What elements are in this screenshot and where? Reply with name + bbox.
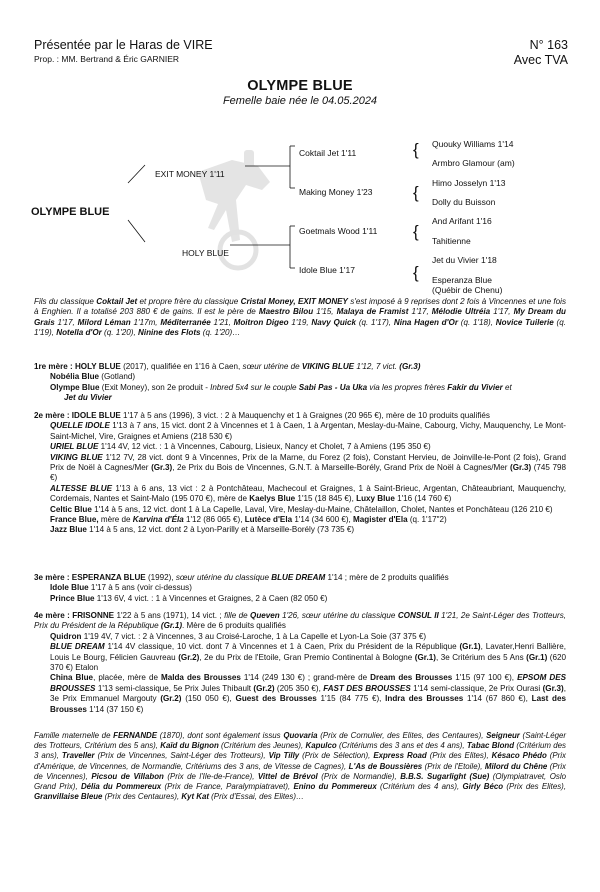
fourth-dam-label: 4e mère : FRISONNE bbox=[34, 611, 115, 620]
owners-line: Prop. : MM. Bertrand & Éric GARNIER bbox=[34, 54, 180, 64]
pedigree-gen3-4: Dolly du Buisson bbox=[432, 197, 496, 207]
brace-2: { bbox=[413, 183, 419, 202]
pedigree-gen2-2: Making Money 1'23 bbox=[299, 187, 373, 197]
fourth-dam-section: 4e mère : FRISONNE 1'22 à 5 ans (1971), 14 vict. ; fille de Queven 1'26, sœur utérine du classique CONSUL II 1'21, 2e Saint-Léger des Trotteurs, Prix du Président de la République (Gr.1). Mère de 6 produits qualifiés Quidron 1'19 4V, 7 vict. : 2 à Vincennes, 3 au Croisé-Laroche, 1 à La Capelle et Lyon-La Soie (37 375 €) BLUE DREAM 1'14 4V classique, 10 vict. dont 7 à Vincennes et 1 à Caen, Prix du Président de la République (Gr.1), Lavater,Henri Ballière, Louis Le Bourg, Félicien Gauvreau (Gr.2), 2e du Prix de l'Etoile, Gran Premio Continental à Bologne (Gr.1), 3e Critérium des 5 Ans (Gr.1) (620 370 €) Etalon China Blue, placée, mère de Malda des Brousses 1'14 (249 130 €) ; grand-mère de Dream des Brousses 1'15 (97 100 €), EPSOM DES BROUSSES 1'13 semi-classique, 5e Prix Jules Thibault (Gr.2) (205 350 €), FAST DES BROUSSES 1'14 semi-classique, 2e Prix Ourasi (Gr.3), 3e Prix Emmanuel Margouty (Gr.2) (150 050 €), Guest des Brousses 1'15 (84 775 €), Indra des Brousses 1'14 (67 860 €), Last des Brousses 1'14 (37 150 €) bbox=[34, 611, 567, 714]
pedigree-gen2-1: Coktail Jet 1'11 bbox=[299, 148, 357, 158]
pedigree-gen3-2: Armbro Glamour (am) bbox=[432, 158, 515, 168]
presenter-line: Présentée par le Haras de VIRE bbox=[34, 38, 213, 52]
second-dam-label: 2e mère : IDOLE BLUE bbox=[34, 411, 121, 420]
pedigree-gen2-4: Idole Blue 1'17 bbox=[299, 265, 355, 275]
second-dam-section: 2e mère : IDOLE BLUE 1'17 à 5 ans (1996), 3 vict. : 2 à Mauquenchy et 1 à Graignes (20 965 €), mère de 10 produits qualifiés QUELLE IDOLE 1'13 à 7 ans, 15 vict. dont 2 à Vincennes et 1 à Caen, 1 à Argentan, Meslay-du-Maine, Cabourg, Vichy, Mauquenchy, Le Mont- Saint-Michel, Vire, Graignes et Amiens (218 530 €) URIEL BLUE 1'14 4V, 12 vict. : 1 à Vincennes, Cabourg, Lisieux, Nancy et Cholet, 7 à Amiens (195 350 €) VIKING BLUE 1'12 7V, 28 vict. dont 9 à Vincennes, Prix de la Marne, du Forez (2 fois), Constant Hervieu, de Joinville-le-Pont (2 fois), Grand Prix de Noël à Cagnes/Mer (Gr.3), 2e Prix du Bois de Vincennes, G.N.T. à Marseille-Borély, Grand Prix de Noël à Cagnes/Mer (Gr.3) (745 798 €) ALTESSE BLUE 1'13 à 6 ans, 13 vict : 2 à Pontchâteau, Machecoul et Graignes, 1 à Saint-Brieuc, Argentan, Châteaubriant, Mauquenchy, Cordemais, Nantes et Saint-Malo (195 070 €), mère de Kaelys Blue 1'15 (18 845 €), Luxy Blue 1'16 (14 760 €) Celtic Blue 1'14 à 5 ans, 12 vict. dont 1 à La Capelle, Laval, Vire, Meslay-du-Maine, Châtelaillon, Cholet, Nantes et Ponchâteau (126 210 €) France Blue, mère de Karvina d'Éla 1'12 (86 065 €), Lutèce d'Ela 1'14 (34 600 €), Magister d'Ela (q. 1'17"2) Jazz Blue 1'14 à 5 ans, 12 vict. dont 2 à Lyon-Parilly et à Marseille-Borély (73 735 €) bbox=[34, 411, 567, 535]
sire-paragraph: Fils du classique Coktail Jet et propre frère du classique Cristal Money, EXIT MONEY s'est imposé à 9 reprises dont 2 fois à Vincennes et une fois à Enghien. Il a totalisé 203 880 € de gains. Il est le père de Maestro Bilou 1'15, Malaya de Framist 1'17, Mélodie Ultréia 1'17, My Dream du Grais 1'17, Milord Léman 1'17m, Méditerranée 1'21, Moitron Digeo 1'19, Navy Quick (q. 1'17), Nina Hagen d'Or (q. 1'18), Novice Tuilerie (q. 1'19), Notella d'Or (q. 1'20), Ninine des Flots (q. 1'20)… bbox=[34, 297, 567, 338]
pedigree-gen3-5: And Arifant 1'16 bbox=[432, 216, 492, 226]
pedigree-subject: OLYMPE BLUE bbox=[31, 206, 110, 218]
pedigree-gen3-7: Jet du Vivier 1'18 bbox=[432, 255, 497, 265]
brace-3: { bbox=[413, 222, 419, 241]
pedigree-gen3-1: Quouky Williams 1'14 bbox=[432, 139, 514, 149]
third-dam-label: 3e mère : ESPERANZA BLUE bbox=[34, 573, 146, 582]
pedigree-gen3-8: Esperanza Blue bbox=[432, 275, 493, 285]
first-dam-section: 1re mère : HOLY BLUE (2017), qualifiée en 1'16 à Caen, sœur utérine de VIKING BLUE 1'12, 7 vict. (Gr.3) Nobélia Blue (Gotland) Olympe Blue (Exit Money), son 2e produit - Inbred 5x4 sur le couple Sabi Pas - Ua Uka via les propres frères Fakir du Vivier et Jet du Vivier bbox=[34, 362, 512, 403]
pedigree-gen2-3: Goetmals Wood 1'11 bbox=[299, 226, 378, 236]
brace-4: { bbox=[413, 263, 419, 282]
family-paragraph: Famille maternelle de FERNANDE (1870), dont sont également issus Quovaria (Prix de Cornulier, des Elites, des Centaures), Seigneur (Saint-Léger des Trotteurs, Critérium des 5 ans), Kaïd du Bignon (Critérium des Jeunes), Kapulco (Critériums des 3 ans et des 4 ans), Tabac Blond (Critérium des 3 ans), Traveller (Prix de Vincennes, Saint-Léger des Trotteurs), Vip Tilly (Prix de Sélection), Express Road (Prix des Elites), Késaco Phédo (Prix d'Amérique, de Vincennes, de Normandie, Critériums des 3 ans, de Vitesse de Cagnes), L'As de Boussières (Prix de l'Etoile), Milord du Chêne (Prix de Vincennes), Picsou de Villabon (Prix de l'Ile-de-France), Vittel de Brévol (Prix de Normandie), B.B.S. Sugarlight (Sue) (Olympiatravet, Oslo Grand Prix), Délia du Pommereux (Prix de France, Paralympiatravet), Enino du Pommereux (Critérium des 4 ans), Girly Béco (Prix des Elites), Granvillaise Bleue (Prix des Centaures), Kyt Kat (Prix d'Essai, des Elites)… bbox=[34, 731, 567, 802]
pedigree-dam: HOLY BLUE bbox=[182, 248, 229, 258]
pedigree-gen3-3: Himo Josselyn 1'13 bbox=[432, 178, 506, 188]
pedigree-gen3-6: Tahitienne bbox=[432, 236, 471, 246]
header-left bbox=[34, 38, 213, 64]
pedigree-table bbox=[0, 130, 600, 300]
pedigree-sire: EXIT MONEY 1'11 bbox=[155, 169, 225, 179]
vat-status: Avec TVA bbox=[513, 53, 568, 67]
brace-1: { bbox=[413, 140, 419, 159]
first-dam-label: 1re mère : HOLY BLUE bbox=[34, 362, 121, 371]
horse-name: OLYMPE BLUE bbox=[247, 78, 353, 94]
pedigree-gen3-9: (Québir de Chenu) bbox=[432, 285, 503, 295]
lot-number: N° 163 bbox=[529, 38, 568, 52]
horse-description: Femelle baie née le 04.05.2024 bbox=[222, 95, 378, 107]
header-right bbox=[514, 38, 568, 68]
third-dam-section: 3e mère : ESPERANZA BLUE (1992), sœur utérine du classique BLUE DREAM 1'14 ; mère de 2 produits qualifiés Idole Blue 1'17 à 5 ans (voir ci-dessus) Prince Blue 1'13 6V, 4 vict. : 1 à Vincennes et Graignes, 2 à Caen (82 050 €) bbox=[34, 573, 449, 603]
